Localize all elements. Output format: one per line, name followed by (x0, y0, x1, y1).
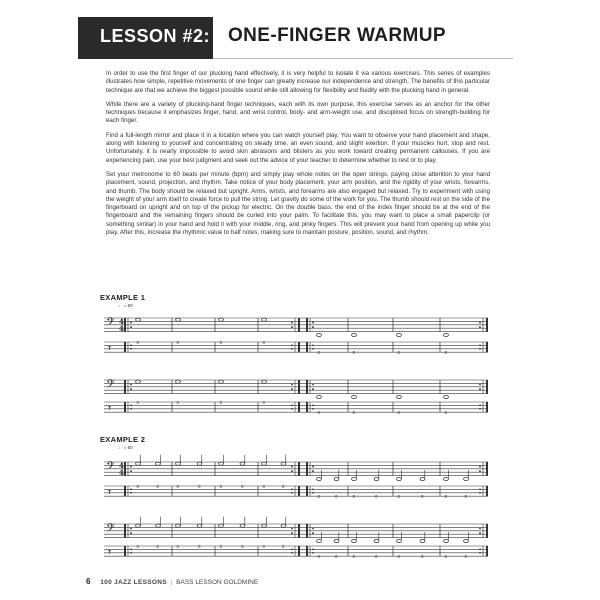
example-2-staff-repeat-dot (130, 470, 132, 472)
example-1-staff-repeat-thick (486, 380, 488, 394)
example-1-staff-repeat-dot (130, 322, 132, 324)
tab-fret-number: 0 (262, 339, 266, 345)
example-2-tab-repeat-dot (312, 552, 314, 554)
example-2-staff-repeat-dot (479, 532, 481, 534)
tab-fret-number: 0 (219, 399, 223, 405)
tab-fret-number: 0 (444, 494, 448, 499)
example-1-staff-repeat-dot (291, 326, 293, 328)
example-2-staff-repeat-thick (486, 462, 488, 476)
example-1-tab-repeat-dot (291, 408, 293, 410)
example-2-staff-repeat-thick (298, 524, 300, 538)
tab-fret-number: 0 (156, 543, 160, 549)
time-signature-top: 4 (119, 317, 124, 327)
tab-fret-number: 0 (262, 483, 266, 489)
half-note (397, 477, 402, 480)
tab-fret-number: 0 (219, 339, 223, 345)
example-1-staff-repeat-thick (124, 380, 126, 394)
example-1-tab-repeat-dot (291, 348, 293, 350)
half-note (374, 539, 379, 542)
tab-fret-number: 0 (282, 543, 285, 549)
body-paragraph-2: While there are a variety of plucking-hand finger techniques, each with its own purpose, this exercise serves as an anchor for the other techniques because it emphasizes finger, hand, and wrist control, body- and arm-weight use, and disciplined focus on strength-building for each finger. (106, 100, 490, 125)
half-note (136, 462, 141, 465)
tab-fret-number: 0 (397, 410, 401, 415)
whole-note (219, 318, 224, 321)
lesson-number-label: LESSON #2: (100, 26, 211, 46)
tab-label: T (108, 406, 112, 412)
example-1-staff-repeat-thick (486, 318, 488, 332)
tab-fret-number: 0 (176, 543, 180, 549)
whole-note (136, 380, 141, 383)
tab-fret-number: 0 (241, 543, 244, 549)
half-note (262, 524, 267, 527)
example-2-staff-repeat-thick (306, 524, 308, 538)
book-subtitle: BASS LESSON GOLDMINE (176, 579, 259, 586)
half-note (352, 539, 357, 542)
tab-label: T (108, 346, 112, 352)
tab-fret-number: 0 (352, 554, 356, 559)
example-1-tab-repeat-thick (124, 402, 126, 412)
example-1-tab-repeat-thick (124, 342, 126, 352)
example-2-staff-repeat-thick (124, 462, 126, 476)
tab-fret-number: 0 (335, 554, 338, 559)
example-2-staff-repeat-dot (291, 532, 293, 534)
footer-separator: | (170, 579, 173, 586)
tab-fret-number: 0 (198, 483, 201, 489)
time-signature-top: 4 (119, 461, 124, 471)
example-1-staff-repeat-dot (291, 322, 293, 324)
tab-fret-number: 0 (421, 554, 424, 559)
example-1-staff-repeat-dot (312, 326, 314, 328)
example-1-staff-repeat-dot (130, 384, 132, 386)
tab-fret-number: 0 (444, 410, 448, 415)
tab-fret-number: 0 (317, 350, 321, 355)
example-2-tab-repeat-thick (124, 546, 126, 556)
whole-note (176, 380, 181, 383)
tab-fret-number: 0 (219, 543, 223, 549)
bass-clef-icon: 𝄢 (106, 460, 116, 476)
example-1-tab-repeat-dot (130, 345, 132, 347)
example-2-staff-repeat-dot (479, 470, 481, 472)
book-series-title: 100 JAZZ LESSONS (100, 579, 167, 586)
bass-clef-icon: 𝄢 (106, 378, 116, 394)
example-1-tab-repeat-dot (291, 345, 293, 347)
tab-fret-number: 0 (352, 410, 356, 415)
example-1-staff-repeat-dot (291, 384, 293, 386)
example-1-tab-repeat-thick (306, 402, 308, 412)
half-note (219, 462, 224, 465)
example-1-tab-repeat-dot (130, 405, 132, 407)
example-1-staff-repeat-dot (479, 322, 481, 324)
tab-fret-number: 0 (317, 494, 321, 499)
half-note (464, 477, 469, 480)
body-paragraph-4: Set your metronome to 60 beats per minute (bpm) and simply play whole notes on the open strings, paying close attention to your hand placement, sound, projection, and rhythm. Take notice of your body placement, your arm position, and the rigidity of your wrists, forearms, and thumb. The body should be relaxed but upright. Arms, wrists, and forearms are also engaged but relaxed. Try to experiment with using the weight of your arm itself to create force to pull the string. Let gravity do some of the work for you. The thumb should rest on the side of the fingerboard on upright and on top of the pickup for electric. On the double bass, the end of the index finger should be at the end of the fingerboard and the remaining fingers should be curled into your palm. To facilitate this, you may want to place a small paperclip (or something similar) in your hand and hold it with your middle, ring, and pinky fingers. This will prevent your hand from opening up while you play. After this, increase the rhythmic value to half notes, making sure to maintain posture, position, sound, and rhythm. (106, 170, 490, 237)
tab-fret-number: 0 (198, 543, 201, 549)
example-1-tab-repeat-dot (130, 408, 132, 410)
example-2-tab-repeat-dot (130, 549, 132, 551)
half-note (156, 462, 161, 465)
example-1-tab-repeat-dot (479, 348, 481, 350)
whole-note (352, 395, 357, 398)
tab-fret-number: 0 (262, 399, 266, 405)
example-1-tab-repeat-thick (298, 402, 300, 412)
whole-note (397, 333, 402, 336)
example-2-staff-repeat-dot (291, 470, 293, 472)
example-2-staff-repeat-thick (124, 524, 126, 538)
example-2-staff-repeat-dot (291, 466, 293, 468)
example-2-tab-repeat-thick (298, 486, 300, 496)
tab-fret-number: 0 (317, 410, 321, 415)
half-note (317, 539, 322, 542)
example-1-tab-repeat-dot (312, 408, 314, 410)
half-note (240, 462, 245, 465)
example-2-staff-repeat-dot (130, 528, 132, 530)
tab-fret-number: 0 (156, 483, 160, 489)
example-2-tab-repeat-dot (130, 489, 132, 491)
example-1-staff-repeat-dot (312, 388, 314, 390)
tab-fret-number: 0 (397, 554, 401, 559)
example-1-tab-repeat-thick (486, 342, 488, 352)
body-paragraph-3: Find a full-length mirror and place it in a location where you can watch yourself play. You want to observe your hand placement and shape, along with listening to yourself and concentrating on steady time, an even sound, and slight exertion. If your muscles hurt, stop and rest. Unfortunately, it is nearly impossible to avoid skin abrasions and blisters as you work toward creating permanent callouses. If you are experiencing pain, use your best judgment and seek out the advice of your teacher to determine whether to rest or to play. (106, 131, 490, 164)
example-2-staff-repeat-dot (312, 466, 314, 468)
example-2-staff-repeat-thick (486, 524, 488, 538)
example-1-staff-repeat-dot (479, 326, 481, 328)
example-2-tab-repeat-dot (479, 552, 481, 554)
tab-fret-number: 0 (241, 483, 244, 489)
whole-note (262, 380, 267, 383)
half-note (444, 477, 449, 480)
tab-fret-number: 0 (282, 483, 285, 489)
tab-fret-number: 0 (464, 554, 468, 559)
tab-fret-number: 0 (352, 350, 356, 355)
half-note (136, 524, 141, 527)
example-2-tab-repeat-dot (130, 492, 132, 494)
time-signature-bottom: 4 (119, 324, 124, 333)
example-2-tab-repeat-thick (486, 486, 488, 496)
example-1-staff-repeat-dot (130, 326, 132, 328)
whole-note (317, 395, 322, 398)
half-note (262, 462, 267, 465)
half-note (281, 524, 286, 527)
half-note (219, 524, 224, 527)
example-1-staff-repeat-thick (298, 380, 300, 394)
tab-fret-number: 0 (262, 543, 266, 549)
whole-note (136, 318, 141, 321)
example-2-staff-repeat-dot (479, 466, 481, 468)
tab-fret-number: 0 (335, 494, 338, 499)
example-2-staff-repeat-dot (312, 532, 314, 534)
example-1-staff-repeat-dot (312, 384, 314, 386)
whole-note (444, 333, 449, 336)
example-2-tab-repeat-dot (291, 492, 293, 494)
example-2-staff-repeat-dot (312, 528, 314, 530)
tab-fret-number: 0 (136, 483, 140, 489)
example-2-staff-repeat-thick (306, 462, 308, 476)
example-1-staff-repeat-thick (298, 318, 300, 332)
example-2-staff-repeat-thick (298, 462, 300, 476)
half-note (352, 477, 357, 480)
tab-fret-number: 0 (136, 339, 140, 345)
example-1-tab-repeat-dot (312, 405, 314, 407)
example-1-staff-repeat-dot (312, 322, 314, 324)
tab-fret-number: 0 (219, 483, 223, 489)
example-1-tempo: ♩ = 60 (118, 303, 133, 308)
tab-fret-number: 0 (176, 399, 180, 405)
example-1-tab-repeat-dot (312, 345, 314, 347)
example-1-tab-repeat-dot (479, 405, 481, 407)
tab-fret-number: 0 (317, 554, 321, 559)
bass-clef-icon: 𝄢 (106, 316, 116, 332)
tab-fret-number: 0 (375, 554, 378, 559)
tab-fret-number: 0 (176, 483, 180, 489)
half-note (317, 477, 322, 480)
example-2-label: EXAMPLE 2 (100, 435, 146, 444)
whole-note (219, 380, 224, 383)
half-note (334, 539, 339, 542)
half-note (240, 524, 245, 527)
half-note (197, 524, 202, 527)
tab-label: T (108, 550, 112, 556)
whole-note (444, 395, 449, 398)
example-2-tab-repeat-dot (312, 549, 314, 551)
tab-fret-number: 0 (375, 494, 378, 499)
example-1-tab-repeat-thick (306, 342, 308, 352)
body-paragraph-1: In order to use the first finger of our plucking hand effectively, it is very helpful to isolate it via various exercises. This series of examples illustrates how simple, repetitive movements of one finger can greatly increase our independence and strength. The benefits of this particular technique are that we achieve the biggest possible sound while still allowing for flexibility and fluidity with the plucking hand in general. (106, 70, 490, 94)
example-1-label: EXAMPLE 1 (100, 293, 146, 302)
tab-fret-number: 0 (136, 399, 140, 405)
time-signature-bottom: 4 (119, 468, 124, 477)
half-note (464, 539, 469, 542)
example-2-tab-repeat-dot (291, 549, 293, 551)
example-2-tab-repeat-thick (486, 546, 488, 556)
half-note (176, 462, 181, 465)
example-2-tab-repeat-thick (298, 546, 300, 556)
example-2-tab-repeat-dot (312, 492, 314, 494)
example-2-tab-repeat-dot (479, 489, 481, 491)
whole-note (317, 333, 322, 336)
example-1-tab-repeat-dot (130, 348, 132, 350)
half-note (444, 539, 449, 542)
example-1-staff-repeat-dot (479, 384, 481, 386)
example-2-tab-repeat-thick (306, 546, 308, 556)
half-note (197, 462, 202, 465)
example-1-staff-repeat-dot (479, 388, 481, 390)
tab-fret-number: 0 (397, 494, 401, 499)
page-footer (86, 577, 258, 586)
example-1-staff-repeat-dot (130, 388, 132, 390)
tab-fret-number: 0 (444, 350, 448, 355)
example-2-staff-repeat-dot (312, 470, 314, 472)
tab-fret-number: 0 (464, 494, 468, 499)
half-note (281, 462, 286, 465)
tab-fret-number: 0 (421, 494, 424, 499)
example-1-staff-repeat-thick (306, 380, 308, 394)
example-2-tab-repeat-thick (124, 486, 126, 496)
half-note (156, 524, 161, 527)
example-2-staff-repeat-dot (291, 528, 293, 530)
bass-clef-icon: 𝄢 (106, 522, 116, 538)
example-1-staff-repeat-thick (124, 318, 126, 332)
example-1-staff-repeat-dot (291, 388, 293, 390)
example-1-tab-repeat-dot (291, 405, 293, 407)
example-1-tab-repeat-thick (298, 342, 300, 352)
example-1-tab-repeat-thick (486, 402, 488, 412)
whole-note (397, 395, 402, 398)
example-2-tab-repeat-dot (291, 552, 293, 554)
example-2-tab-repeat-dot (312, 489, 314, 491)
tab-fret-number: 0 (352, 494, 356, 499)
whole-note (352, 333, 357, 336)
example-2-staff-repeat-dot (130, 466, 132, 468)
tab-fret-number: 0 (176, 339, 180, 345)
example-2-staff-repeat-dot (130, 532, 132, 534)
whole-note (176, 318, 181, 321)
example-2-staff-repeat-dot (479, 528, 481, 530)
example-2-tab-repeat-thick (306, 486, 308, 496)
half-note (420, 477, 425, 480)
example-2-tempo: ♩ = 60 (118, 445, 133, 450)
lesson-title: ONE-FINGER WARMUP (228, 25, 446, 46)
half-note (374, 477, 379, 480)
example-1-tab-repeat-dot (312, 348, 314, 350)
half-note (397, 539, 402, 542)
example-2-tab-repeat-dot (479, 549, 481, 551)
whole-note (262, 318, 267, 321)
tab-label: T (108, 490, 112, 496)
tab-fret-number: 0 (444, 554, 448, 559)
half-note (334, 477, 339, 480)
half-note (176, 524, 181, 527)
example-1-staff-repeat-thick (306, 318, 308, 332)
page-number: 6 (86, 577, 91, 586)
example-2-tab-repeat-dot (130, 552, 132, 554)
tab-fret-number: 0 (397, 350, 401, 355)
half-note (420, 539, 425, 542)
example-2-tab-repeat-dot (291, 489, 293, 491)
example-2-tab-repeat-dot (479, 492, 481, 494)
tab-fret-number: 0 (136, 543, 140, 549)
example-1-tab-repeat-dot (479, 408, 481, 410)
example-1-tab-repeat-dot (479, 345, 481, 347)
